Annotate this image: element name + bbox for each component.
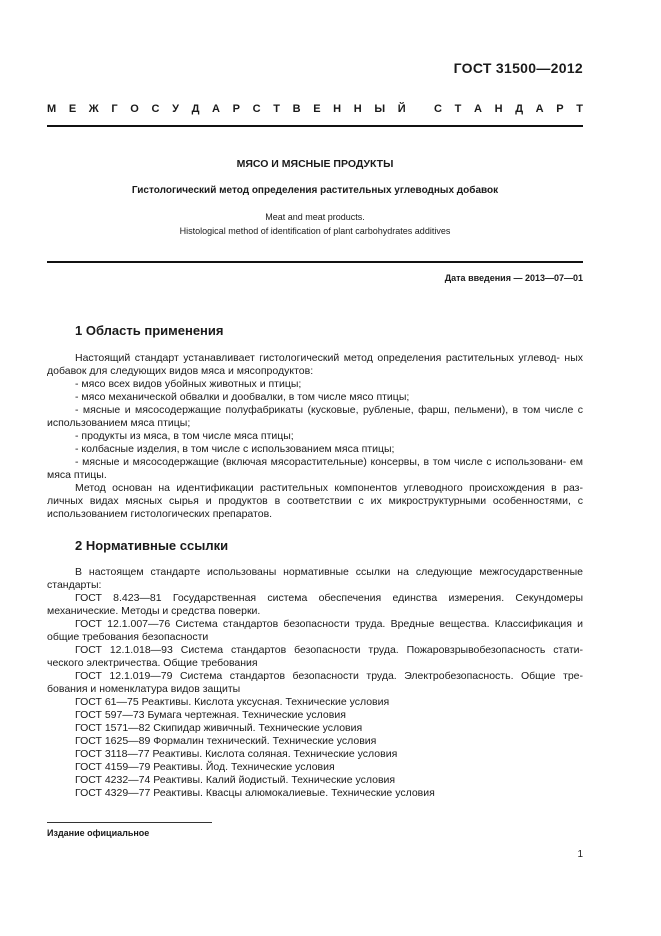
banner-letter: Т bbox=[273, 103, 280, 115]
banner-letter: А bbox=[474, 103, 482, 115]
footer-divider bbox=[47, 822, 212, 823]
introduction-date: Дата введения — 2013—07—01 bbox=[444, 273, 583, 283]
reference-item: ГОСТ 1571—82 Скипидар живичный. Технические условия bbox=[75, 722, 363, 734]
list-item: - мясо механической обвалки и дообвалки, в том числе мясо птицы; bbox=[75, 391, 410, 403]
banner-letter: А bbox=[535, 103, 544, 115]
section-1-body bbox=[47, 352, 583, 521]
banner-letter: А bbox=[212, 103, 220, 115]
english-title-line-1: Meat and meat products. bbox=[265, 212, 365, 222]
banner-letter: Н bbox=[494, 103, 503, 115]
english-title-line-2: Histological method of identification of plant carbohydrates additives bbox=[179, 226, 451, 236]
top-divider bbox=[47, 125, 583, 127]
official-edition-note: Издание официальное bbox=[47, 828, 150, 838]
list-item: - колбасные изделия, в том числе с использованием мяса птицы; bbox=[75, 443, 395, 455]
section-2-body bbox=[47, 566, 583, 800]
list-item: - мясо всех видов убойных животных и птицы; bbox=[75, 378, 302, 390]
paragraph: Настоящий стандарт устанавливает гистологический метод определения растительных углевод- ных добавок для следующих видов мяса и мясопродуктов: bbox=[47, 352, 583, 377]
banner-letter: Ж bbox=[88, 103, 99, 115]
banner-letter: С bbox=[252, 103, 261, 115]
reference-item: ГОСТ 61—75 Реактивы. Кислота уксусная. Технические условия bbox=[75, 696, 390, 708]
list-item: - мясные и мясосодержащие (включая мясорастительные) консервы, в том числе с использовани- ем мяса птицы. bbox=[47, 456, 583, 481]
reference-item: ГОСТ 4232—74 Реактивы. Калий йодистый. Технические условия bbox=[75, 774, 396, 786]
paragraph: В настоящем стандарте использованы нормативные ссылки на следующие межгосударственные стандарты: bbox=[47, 566, 583, 591]
reference-item: ГОСТ 8.423—81 Государственная система обеспечения единства измерения. Секундомеры механические. Методы и средства поверки. bbox=[47, 592, 583, 617]
banner-letter: У bbox=[172, 103, 179, 115]
interstate-standard-banner bbox=[47, 103, 583, 115]
banner-letter: С bbox=[151, 103, 160, 115]
banner-letter: Й bbox=[397, 103, 406, 115]
page-number: 1 bbox=[577, 849, 583, 860]
banner-letter: М bbox=[47, 103, 57, 115]
banner-letter: Г bbox=[111, 103, 118, 115]
banner-letter: Е bbox=[313, 103, 321, 115]
gost-number: ГОСТ 31500—2012 bbox=[453, 60, 583, 76]
document-title: МЯСО И МЯСНЫЕ ПРОДУКТЫ bbox=[236, 158, 394, 170]
reference-item: ГОСТ 597—73 Бумага чертежная. Технические условия bbox=[75, 709, 346, 721]
banner-letter: О bbox=[130, 103, 139, 115]
banner-letter: Н bbox=[333, 103, 342, 115]
banner-letter: Т bbox=[454, 103, 462, 115]
title-divider bbox=[47, 261, 583, 263]
list-item: - продукты из мяса, в том числе мяса птицы; bbox=[75, 430, 294, 442]
banner-letter bbox=[418, 103, 421, 115]
banner-letter: Н bbox=[353, 103, 362, 115]
banner-letter: В bbox=[292, 103, 301, 115]
reference-item: ГОСТ 4159—79 Реактивы. Йод. Технические условия bbox=[75, 761, 335, 773]
document-subtitle: Гистологический метод определения растительных углеводных добавок bbox=[131, 185, 499, 196]
reference-item: ГОСТ 12.1.018—93 Система стандартов безопасности труда. Пожаровзрывобезопасность стати- ческого электричества. Общие требования bbox=[47, 644, 583, 669]
banner-letter: Д bbox=[515, 103, 524, 115]
banner-letter: Т bbox=[576, 103, 583, 115]
banner-letter: Ы bbox=[374, 103, 386, 115]
banner-letter: Р bbox=[556, 103, 564, 115]
reference-item: ГОСТ 12.1.007—76 Система стандартов безопасности труда. Вредные вещества. Классификация и общие требования безопасности bbox=[47, 618, 583, 643]
reference-item: ГОСТ 1625—89 Формалин технический. Технические условия bbox=[75, 735, 377, 747]
banner-letter: Д bbox=[191, 103, 200, 115]
reference-item: ГОСТ 12.1.019—79 Система стандартов безопасности труда. Электробезопасность. Общие тре- бования и номенклатура видов защиты bbox=[47, 670, 583, 695]
reference-item: ГОСТ 3118—77 Реактивы. Кислота соляная. Технические условия bbox=[75, 748, 398, 760]
reference-item: ГОСТ 4329—77 Реактивы. Квасцы алюмокалиевые. Технические условия bbox=[75, 787, 435, 799]
banner-letter: Р bbox=[232, 103, 240, 115]
section-1-heading: 1 Область применения bbox=[75, 323, 224, 338]
paragraph: Метод основан на идентификации растительных компонентов углеводного происхождения в раз- личных видах мясных сырья и продуктов в соответствии с их микроструктурными особенностями, с использованием гистологических препаратов. bbox=[47, 482, 583, 520]
banner-letter: С bbox=[434, 103, 442, 115]
list-item: - мясные и мясосодержащие полуфабрикаты (кусковые, рубленые, фарш, пельмени), в том числе с использованием мяса птицы; bbox=[47, 404, 583, 429]
banner-letter: Е bbox=[68, 103, 77, 115]
section-2-heading: 2 Нормативные ссылки bbox=[75, 538, 229, 553]
